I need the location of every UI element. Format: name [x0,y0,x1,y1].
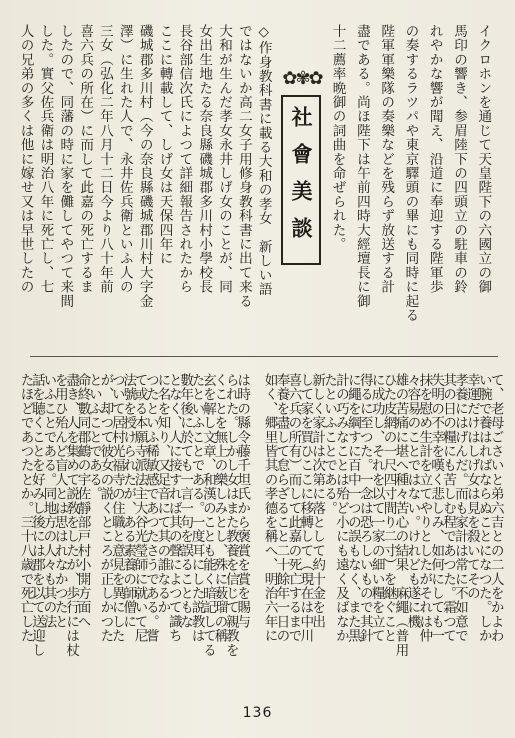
text-column: られた。しかし女はまた教養を信じて親教を [222,373,239,657]
text-column: して家を買ひここに移轉して（現在は中川 [297,373,314,643]
text-column: イクロホンを通じて天皇陛下の六國立の御 [475,24,492,294]
text-column: れやかな響が聞え、沿道に奉迎する陛軍歩 [426,24,443,294]
text-column: 女出生地たる奈良縣磯城郡多川村小學校長 [196,24,213,294]
text-column: ではないか高二女子用修身教科書に出て来る [235,24,252,308]
page-number: 136 [242,705,273,721]
text-column: 々容易のことではない。けれども遂に機 [404,373,421,629]
text-column: ここに轉載して、しげ女は天保四年に [156,24,173,266]
text-column: て、老母ごさいと弟六吉との二人をかよわ [487,373,504,643]
text-column: 話を聴くことを好みし後には郡を以て送迎し [28,373,45,657]
text-column: 盡である。尚ほ陛下は午前四時大經壇長に御 [353,24,370,308]
section-title-box [281,95,321,265]
text-column: 十二薦率晩御の詞曲を命ぜられた。 [329,24,346,252]
text-column: といふことである。 [85,373,102,501]
text-column: に成功し、それを以て一家の細い糧を立て [368,373,385,643]
text-column: たほどであつたとか。三十八歳で死亡した [17,373,34,643]
text-column: 其の日の糧にも苦しむ程であつた。霜つて [440,373,457,643]
text-column: 喜六兵の所在）に而して此嘉の死亡するま [77,24,94,294]
text-column: たといふことである。 [321,373,338,515]
text-column: 命終數同郡鶴の宇佐靜部戸村小開方面へ [74,373,91,629]
text-column: 大和が生んだ孝女永井しげ女のことが、同 [216,24,233,294]
text-column: 法號を授けられたが、ある素養の師僧に [120,373,137,629]
text-column: 玄を解し文章、和漢のことも能く暗記してる [199,373,216,657]
section-ornament: ✿✾✿ [282,68,322,89]
text-column: となく、人に接すれば其の聲によつて識ち [165,373,182,643]
text-column: 孝養にはげんだ。而も家計は常に不如意で [451,373,468,643]
text-column: は時の縣令藤千坦氏から褒賞を賞を賜与 [234,373,251,629]
text-column: 磯城郡多川村（今の奈良縣磯城郡川村大字金 [136,24,153,308]
text-column: 長谷部信次氏によつて詳細報告されたから [176,24,193,294]
text-column: ◇作身教科書に載る大和の孝女 新しい語 [255,24,272,297]
text-column: 數年後に於ても一言一句を誤ることもな [177,373,194,629]
text-column: 澤）に生れた人で、永井佐兵衛といふ人の [116,24,133,294]
text-column: くことを無上の樂しみとし、殊に薮瑠の稱 [211,373,228,643]
text-column: ついて居村光福寺の住職と意見を異にした [108,373,125,643]
text-column: 人の兄弟の多くは他に嫁せ又は早世したの [17,24,34,294]
text-column: の奏するラツパや東京驛頭の畢にも同時に起る [402,24,419,323]
text-column: 雄の苦痛に堪へ種々苦心の結果 麻繩（普用 [392,373,409,657]
text-column: 計の巧みなことは殆ど小にも遠く及ばなか [332,373,349,643]
text-column: 馬印の響き、参眉陸下の四頭立の駐車の鈴 [451,24,468,294]
text-column: 抹を慰め生計を立てやりとしたがそれは仲 [416,373,433,643]
text-column: したので、同藩の時に家を儺してやつて来間 [57,24,74,308]
text-column: を用ひ殆んど盲人とは思はれなかつたと [51,373,68,629]
text-column: 得るに至つた。一念は恐ろしいもので其針 [356,373,373,643]
text-column: ひた皮網の一尺四寸間り二寸）を継ぐこと [380,373,397,643]
text-column: つたといふ稀敏感であつたさうである。嘗 [142,373,159,643]
text-column: 陛軍軍樂隊の奏樂などを残らず放送する計 [378,24,395,294]
text-column: 三女（弘化二年八月十二日今より八十年前 [96,24,113,294]
text-column: が、却つて彼女の説くところが正しかつた [97,373,114,643]
text-column: に名を知り、又足音にて其の誰なるか [154,373,171,615]
text-column: 如く、郷里皆其の孝德を稱へ、明治六年に [261,373,278,643]
section-title: 社會美談 [289,106,313,254]
text-column: いふことである。同地方の人々も其の法 [40,373,57,629]
text-column: たといふことである。一度耳にした説教は [188,373,205,643]
text-column: した。實父佐兵衛は明治八年に死亡し、七 [37,24,54,294]
text-column: 幸運だけはしげ女は見を殺いてその [463,373,480,601]
text-column: 新しく家計は次第に落として約十金を出 [309,373,326,629]
text-column: に繩を綱すに百中一つの誤もなく、また黒 [344,373,361,643]
text-column: 盡き、人を集めて説敎をしたが、歩行には杖 [63,373,80,657]
text-column: い腕で養はればならぬことになつた。しか [475,373,492,643]
text-column: 失明の不幸を嘆く悲しみ、如何にしても一 [428,373,445,643]
text-column: て或る本願寺派法主大谷光瑩師に就いて尼 [131,373,148,643]
text-column: 奉養を盡して怠らざること二十餘年一日の [273,373,290,643]
text-column: 喜六兵の所有）而して此嘉の死亡するまで [285,373,302,643]
tier-divider [30,356,498,357]
